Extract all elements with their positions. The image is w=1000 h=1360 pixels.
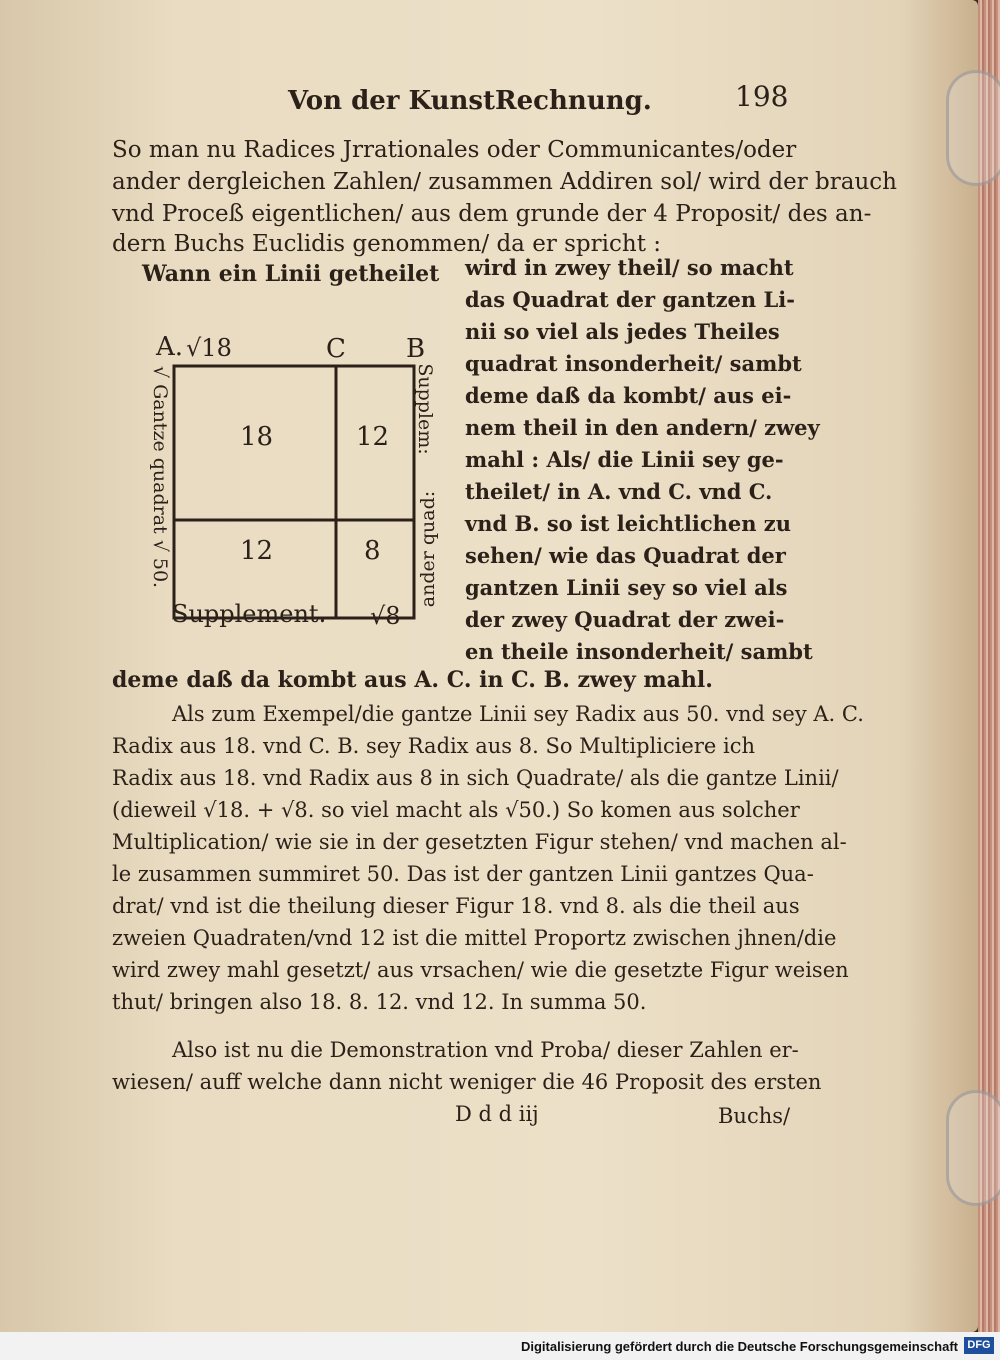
body-line: Multiplication/ wie sie in der gesetzten Figur stehen/ vnd machen al- — [112, 830, 847, 854]
catchword: Buchs/ — [718, 1104, 791, 1128]
body-line: drat/ vnd ist die theilung dieser Figur 18. vnd 8. als die theil aus — [112, 894, 800, 918]
running-head: Von der KunstRechnung. — [288, 86, 652, 116]
square-diagram — [120, 330, 460, 650]
bold-first-line: Wann ein Linii getheilet — [142, 261, 440, 287]
bold-right-line: das Quadrat der gantzen Li- — [465, 287, 795, 312]
bold-right-line: en theile insonderheit/ sambt — [465, 639, 813, 664]
body-line: thut/ bringen also 18. 8. 12. vnd 12. In summa 50. — [112, 990, 647, 1014]
bold-right-line: deme daß da kombt/ aus ei- — [465, 383, 792, 408]
dfg-logo: DFG — [964, 1337, 994, 1354]
body-line: le zusammen summiret 50. Das ist der gantzen Linii gantzes Qua- — [112, 862, 814, 886]
signature-mark: D d d iij — [455, 1102, 539, 1126]
digitization-footer — [0, 1332, 1000, 1360]
page-number: 198 — [735, 80, 789, 113]
supplement-label: Supplement. — [172, 600, 327, 628]
cell-18: 18 — [240, 422, 274, 452]
right-vertical-other-quadrat: ander quad: — [417, 490, 439, 608]
footer-text: Digitalisierung gefördert durch die Deutsche Forschungsgemeinschaft — [520, 1339, 958, 1354]
cell-8: 8 — [364, 536, 381, 566]
bold-right-line: sehen/ wie das Quadrat der — [465, 543, 786, 568]
point-b-label: B — [406, 334, 426, 364]
body-line: Radix aus 18. vnd Radix aus 8 in sich Quadrate/ als die gantze Linii/ — [112, 766, 839, 790]
closing-line: Also ist nu die Demonstration vnd Proba/ dieser Zahlen er- — [172, 1038, 799, 1062]
intro-line-4: dern Buchs Euclidis genommen/ da er spricht : — [112, 231, 662, 257]
bold-right-line: vnd B. so ist leichtlichen zu — [465, 511, 792, 536]
bold-right-line: der zwey Quadrat der zwei- — [465, 607, 785, 632]
bold-right-line: quadrat insonderheit/ sambt — [465, 351, 802, 376]
body-line: Radix aus 18. vnd C. B. sey Radix aus 8. So Multipliciere ich — [112, 734, 755, 758]
bold-right-line: theilet/ in A. vnd C. vnd C. — [465, 479, 773, 504]
point-a-label: A. — [156, 332, 184, 362]
bold-right-line: nem theil in den andern/ zwey — [465, 415, 820, 440]
intro-line-1: So man nu Radices Jrrationales oder Communicantes/oder — [112, 137, 797, 163]
cell-12-bottom: 12 — [240, 536, 274, 566]
left-vertical-label: √ Gantze quadrat √ 50. — [149, 365, 171, 589]
bold-last-line: deme daß da kombt aus A. C. in C. B. zwey mahl. — [112, 667, 713, 693]
bold-right-line: wird in zwey theil/ so macht — [465, 255, 794, 280]
body-line: (dieweil √18. + √8. so viel macht als √50.) So komen aus solcher — [112, 798, 800, 822]
root-18-label: √18 — [186, 334, 232, 362]
closing-line: wiesen/ auff welche dann nicht weniger die 46 Proposit des ersten — [112, 1070, 822, 1094]
page-clip-bottom — [946, 1090, 1000, 1206]
cell-12-top: 12 — [356, 422, 390, 452]
right-vertical-supplement: Supplem: — [414, 363, 436, 455]
point-c-label: C — [326, 334, 346, 364]
intro-line-2: ander dergleichen Zahlen/ zusammen Addiren sol/ wird der brauch — [112, 169, 897, 195]
bold-right-line: nii so viel als jedes Theiles — [465, 319, 780, 344]
page-clip-top — [946, 70, 1000, 186]
body-line: zweien Quadraten/vnd 12 ist die mittel Proportz zwischen jhnen/die — [112, 926, 837, 950]
bold-right-line: mahl : Als/ die Linii sey ge- — [465, 447, 784, 472]
bold-right-line: gantzen Linii sey so viel als — [465, 575, 788, 600]
body-line: Als zum Exempel/die gantze Linii sey Radix aus 50. vnd sey A. C. — [172, 702, 864, 726]
intro-line-3: vnd Proceß eigentlichen/ aus dem grunde der 4 Proposit/ des an- — [112, 201, 872, 227]
body-line: wird zwey mahl gesetzt/ aus vrsachen/ wie die gesetzte Figur weisen — [112, 958, 849, 982]
root-8-label: √8 — [370, 602, 401, 630]
